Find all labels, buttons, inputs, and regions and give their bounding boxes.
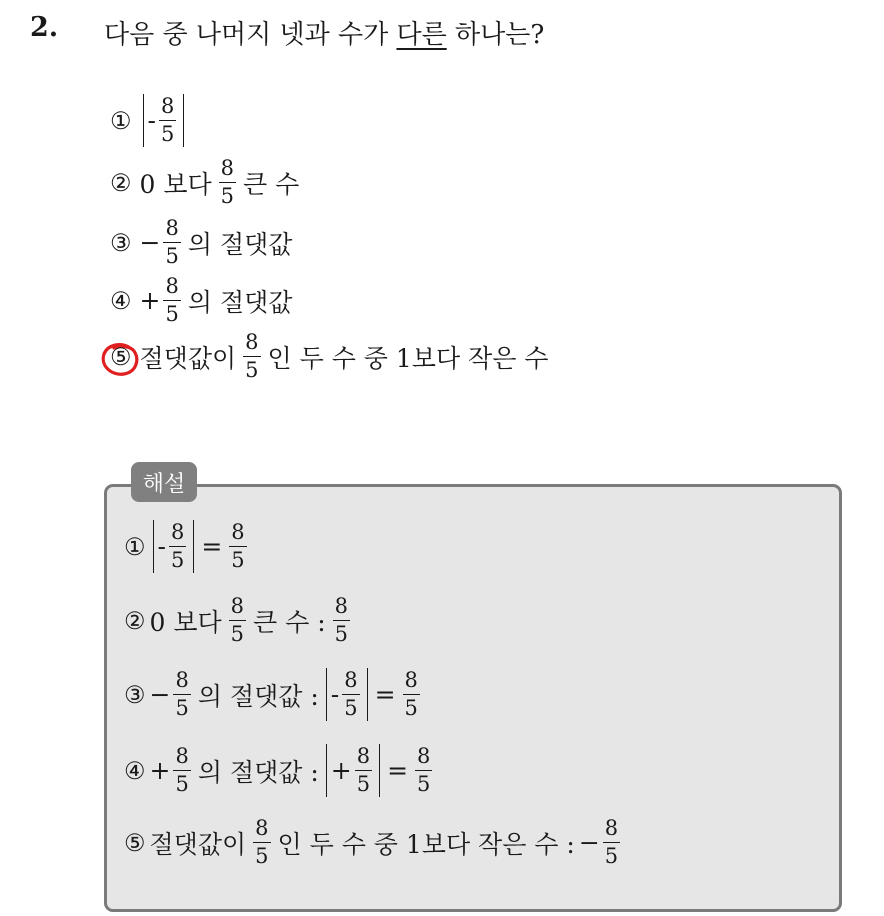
choice-prefix: 0 보다: [139, 169, 212, 199]
question-text-underlined: 다른: [396, 20, 447, 50]
absolute-value: [326, 744, 380, 797]
choice-marker: ④: [110, 286, 132, 315]
result-fraction: $\frac{8}{5}$: [404, 668, 418, 720]
solution-mid: 의 절댓값 :: [197, 681, 319, 711]
absolute-value: [143, 94, 185, 147]
plus-sign: +: [330, 756, 352, 785]
fraction: $\frac{8}{5}$: [255, 816, 269, 868]
choice-prefix: 절댓값이: [139, 343, 237, 373]
solution-line-5: [124, 818, 623, 867]
minus-sign: -: [157, 532, 166, 561]
choice-marker: ③: [110, 228, 132, 257]
equals-sign: =: [387, 756, 409, 785]
solution-mid: 의 절댓값 :: [197, 757, 319, 787]
solution-mid: 인 두 수 중 1보다 작은 수 :: [277, 829, 575, 859]
fraction: $\frac{8}{5}$: [230, 594, 245, 646]
question-text-after: 하나는?: [446, 20, 545, 50]
minus-sign: -: [147, 106, 156, 135]
question-text: [104, 14, 544, 51]
choice-3[interactable]: [110, 218, 292, 267]
choice-2[interactable]: [110, 158, 299, 207]
absolute-value: [326, 668, 368, 721]
question-text-before: 다음 중 나머지 넷과 수가: [104, 20, 397, 50]
sign: −: [139, 228, 161, 257]
choice-marker: ①: [124, 532, 146, 561]
choice-suffix: 인 두 수 중 1보다 작은 수: [267, 343, 549, 373]
choice-suffix: 큰 수: [243, 169, 300, 199]
choice-5[interactable]: [110, 332, 548, 381]
choice-marker: ⑤: [110, 342, 132, 371]
fraction: $\frac{8}{5}$: [220, 156, 235, 208]
result-fraction: $\frac{8}{5}$: [334, 594, 349, 646]
solution-tab: 해설: [131, 462, 197, 502]
absolute-value: [153, 520, 195, 573]
solution-prefix: 0 보다: [149, 607, 222, 637]
fraction: $\frac{8}{5}$: [160, 94, 175, 146]
result-fraction: $\frac{8}{5}$: [417, 744, 431, 796]
solution-line-4: [124, 744, 435, 797]
sign: +: [149, 756, 171, 785]
solution-prefix: 절댓값이: [149, 829, 247, 859]
solution-line-3: [124, 668, 423, 721]
fraction: $\frac{8}{5}$: [344, 668, 358, 720]
choice-suffix: 의 절댓값: [187, 287, 293, 317]
choice-marker: ①: [110, 106, 132, 135]
choice-marker: ④: [124, 756, 146, 785]
minus-sign: -: [330, 680, 340, 709]
result-fraction: $\frac{8}{5}$: [231, 520, 245, 572]
sign: +: [139, 286, 161, 315]
fraction: $\frac{8}{5}$: [356, 744, 371, 796]
solution-line-2: [124, 596, 353, 645]
fraction: $\frac{8}{5}$: [175, 668, 189, 720]
choice-suffix: 의 절댓값: [187, 229, 293, 259]
choice-marker: ②: [124, 606, 146, 635]
fraction: $\frac{8}{5}$: [245, 330, 259, 382]
solution-line-1: [124, 520, 250, 573]
equals-sign: =: [201, 532, 223, 561]
fraction: $\frac{8}{5}$: [165, 216, 179, 268]
choice-4[interactable]: [110, 276, 292, 325]
equals-sign: =: [374, 680, 396, 709]
fraction: $\frac{8}{5}$: [170, 520, 185, 572]
question-number: 2.: [30, 12, 59, 43]
choice-marker: ②: [110, 168, 132, 197]
choice-1[interactable]: [110, 94, 187, 147]
sign: −: [149, 680, 171, 709]
fraction: $\frac{8}{5}$: [175, 744, 189, 796]
result-fraction: $\frac{8}{5}$: [604, 816, 619, 868]
sign: −: [578, 828, 600, 857]
choice-marker: ③: [124, 680, 146, 709]
choice-marker: ⑤: [124, 828, 146, 857]
solution-mid: 큰 수 :: [253, 607, 326, 637]
fraction: $\frac{8}{5}$: [165, 274, 179, 326]
